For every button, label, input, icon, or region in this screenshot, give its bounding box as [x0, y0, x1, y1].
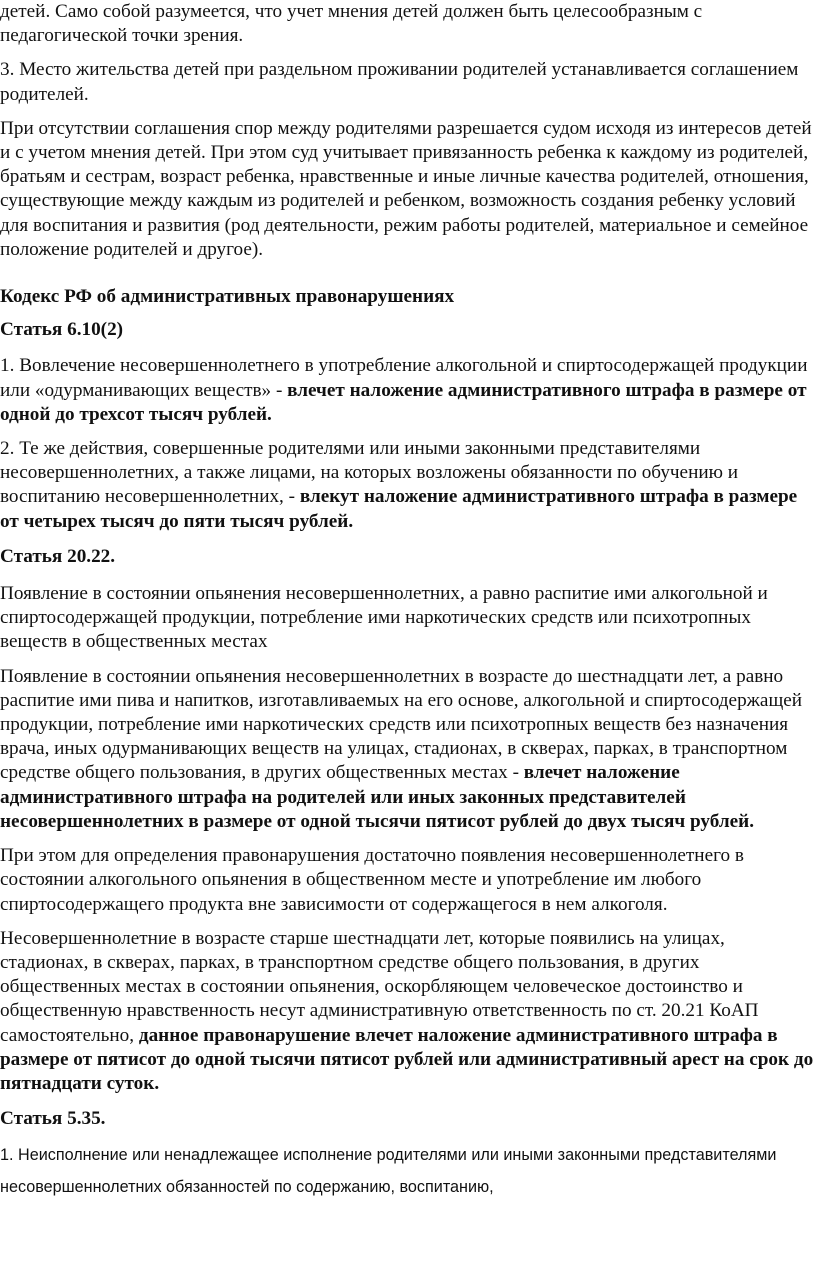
heading-koap: Кодекс РФ об административных правонарушениях: [0, 286, 455, 308]
paragraph-6-10-part-2: [0, 437, 816, 534]
paragraph-court-dispute: При отсутствии соглашения спор между родителями разрешается судом исходя из интересов детей и с учетом мнения детей. При этом суд учитывает привязанность ребенка к каждому из родителей, братьям и сестрам, возраст ребенка, нравственные и иные личные качества родителей, отношения, существующие между каждым из родителей и ребенком, возможность создания ребенку условий для воспитания и развития (род деятельности, режим работы родителей, материальное и семейное положение родителей и другое).: [0, 117, 812, 260]
paragraph-6-10-part-1-text: 1. Вовлечение несовершеннолетнего в употребление алкогольной и спиртосодержащей продукции или «одурманивающих веществ» -: [0, 355, 808, 401]
paragraph-5-35-part-1: 1. Неисполнение или ненадлежащее исполнение родителями или иными законными представителями несовершеннолетних обязанностей по содержанию, воспитанию,: [0, 1146, 777, 1197]
paragraph-over-sixteen-text: Несовершеннолетние в возрасте старше шестнадцати лет, которые появились на улицах, стадионах, в скверах, парках, в транспортном средстве общего пользования, в других общественных местах в состоянии опьянения, оскорбляющем человеческое достоинство и общественную нравственность несут административную ответственность по ст. 20.21 КоАП самостоятельно,: [0, 927, 759, 1046]
heading-article-5-35: Статья 5.35.: [0, 1108, 106, 1130]
paragraph-6-10-part-1-penalty: влечет наложение административного штрафа в размере от одной до трехсот тысяч рублей.: [0, 379, 807, 425]
paragraph-intoxication-definition: При этом для определения правонарушения достаточно появления несовершеннолетнего в состоянии алкогольного опьянения в общественном месте и употребление им любого спиртосодержащего продукта вне зависимости от содержащегося в нем алкоголя.: [0, 845, 744, 915]
paragraph-20-22-body-penalty: влечет наложение административного штрафа на родителей или иных законных представителей несовершеннолетних в размере от одной тысячи пятисот рублей до двух тысяч рублей.: [0, 762, 755, 832]
paragraph-6-10-part-2-penalty: влекут наложение административного штрафа в размере от четырех тысяч до пяти тысяч рублей.: [0, 486, 798, 532]
paragraph-over-sixteen: [0, 927, 816, 1096]
heading-article-6-10: Статья 6.10(2): [0, 319, 124, 341]
paragraph-20-22-body-text: Появление в состоянии опьянения несовершеннолетних в возрасте до шестнадцати лет, а равно распитие ими пива и напитков, изготавливаемых на его основе, алкогольной и спиртосодержащей продукции, потребление ими наркотических средств или психотропных веществ без назначения врача, иных одурманивающих веществ на улицах, стадионах, в скверах, парках, в транспортном средстве общего пользования, в других общественных местах -: [0, 665, 803, 784]
paragraph-6-10-part-2-text: 2. Те же действия, совершенные родителями или иными законными представителями несовершеннолетних, а также лицами, на которых возложены обязанности по обучению и воспитанию несовершеннолетних, -: [0, 438, 739, 508]
paragraph-residence-agreement: 3. Место жительства детей при раздельном проживании родителей устанавливается соглашением родителей.: [0, 59, 799, 105]
paragraph-child-opinion: детей. Само собой разумеется, что учет мнения детей должен быть целесообразным с педагогической точки зрения.: [0, 1, 703, 47]
paragraph-6-10-part-1: [0, 354, 816, 427]
heading-article-20-22: Статья 20.22.: [0, 545, 116, 567]
paragraph-over-sixteen-penalty: данное правонарушение влечет наложение административного штрафа в размере от пятисот до одной тысячи пятисот рублей или административный арест на срок до пятнадцати суток.: [0, 1024, 814, 1094]
paragraph-20-22-body: [0, 665, 816, 834]
paragraph-20-22-title: Появление в состоянии опьянения несовершеннолетних, а равно распитие ими алкогольной и спиртосодержащей продукции, потребление ими наркотических средств или психотропных веществ в общественных местах: [0, 583, 768, 653]
